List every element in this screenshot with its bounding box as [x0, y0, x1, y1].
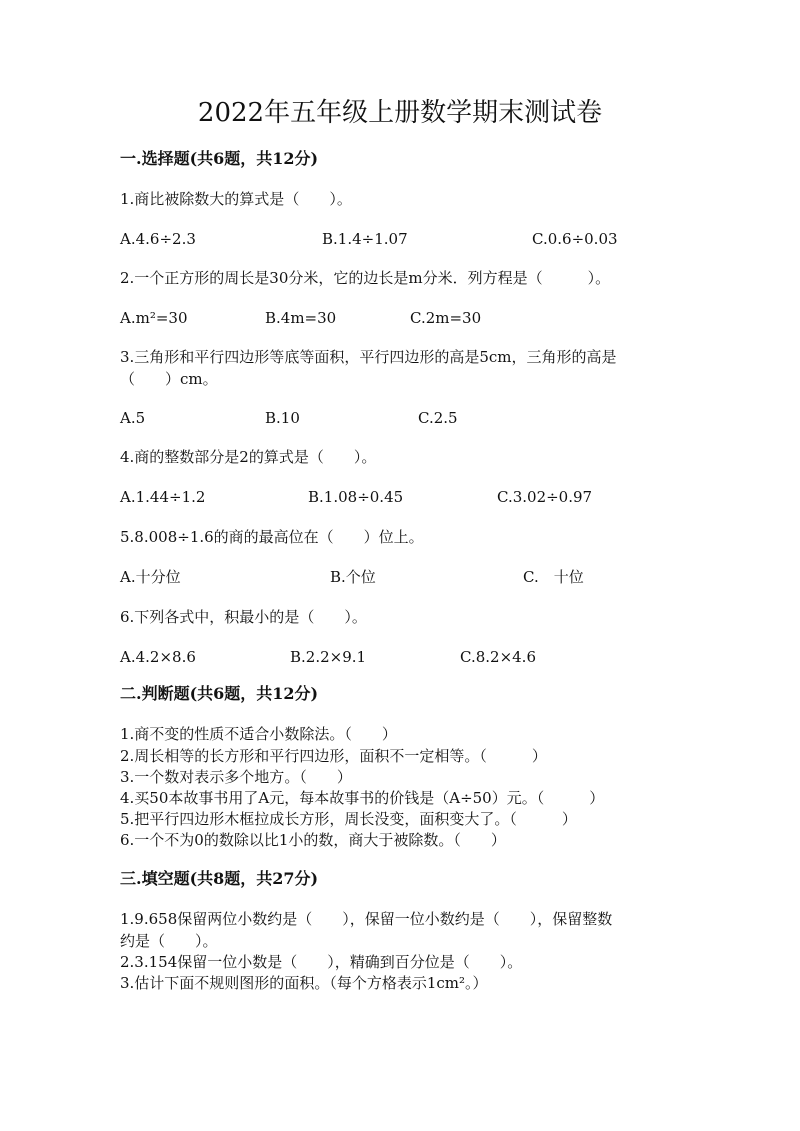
option-c: C.0.6÷0.03	[532, 230, 618, 248]
option-a: A.1.44÷1.2	[120, 488, 206, 506]
option-c: C.8.2×4.6	[460, 648, 536, 666]
option-a: A.十分位	[120, 568, 181, 586]
option-b: B.个位	[330, 568, 376, 586]
question-text: 2.一个正方形的周长是30分米，它的边长是m分米．列方程是（ ）。	[120, 269, 611, 287]
fill-item: 2.3.154保留一位小数是（ ），精确到百分位是（ ）。	[120, 953, 523, 971]
option-c: C. 十位	[523, 568, 584, 586]
fill-item: 约是（ ）。	[120, 932, 218, 950]
question-text-line: （ ）cm。	[120, 370, 218, 388]
option-b: B.1.08÷0.45	[308, 488, 404, 506]
question-text: 5.8.008÷1.6的商的最高位在（ ）位上。	[120, 528, 424, 546]
option-c: C.3.02÷0.97	[497, 488, 593, 506]
section-heading-judge: 二.判断题(共6题，共12分)	[120, 684, 319, 703]
question-text: 6.下列各式中，积最小的是（ ）。	[120, 608, 367, 626]
option-b: B.10	[265, 409, 300, 427]
section-heading-fill: 三.填空题(共8题，共27分)	[120, 869, 319, 888]
option-c: C.2m=30	[410, 309, 482, 327]
judge-item: 3.一个数对表示多个地方。（ ）	[120, 768, 352, 786]
judge-item: 2.周长相等的长方形和平行四边形，面积不一定相等。（ ）	[120, 747, 547, 765]
judge-item: 5.把平行四边形木框拉成长方形，周长没变，面积变大了。（ ）	[120, 810, 577, 828]
option-a: A.4.2×8.6	[120, 648, 196, 666]
fill-item: 1.9.658保留两位小数约是（ ），保留一位小数约是（ ），保留整数	[120, 910, 613, 928]
option-c: C.2.5	[418, 409, 458, 427]
section-heading-choice: 一.选择题(共6题，共12分)	[120, 149, 319, 168]
question-text: 1.商比被除数大的算式是（ ）。	[120, 190, 352, 208]
option-b: B.2.2×9.1	[290, 648, 367, 666]
question-text-line: 3.三角形和平行四边形等底等面积，平行四边形的高是5cm，三角形的高是	[120, 348, 617, 366]
question-text: 4.商的整数部分是2的算式是（ ）。	[120, 448, 377, 466]
option-b: B.4m=30	[265, 309, 337, 327]
option-a: A.4.6÷2.3	[120, 230, 196, 248]
option-b: B.1.4÷1.07	[322, 230, 408, 248]
judge-item: 4.买50本故事书用了A元，每本故事书的价钱是（A÷50）元。（ ）	[120, 789, 605, 807]
option-a: A.5	[120, 409, 146, 427]
page-title: 2022年五年级上册数学期末测试卷	[197, 98, 603, 128]
fill-item: 3.估计下面不规则图形的面积。（每个方格表示1cm²。）	[120, 974, 488, 992]
judge-item: 6.一个不为0的数除以比1小的数，商大于被除数。（ ）	[120, 831, 506, 849]
judge-item: 1.商不变的性质不适合小数除法。（ ）	[120, 725, 397, 743]
option-a: A.m²=30	[120, 309, 188, 327]
